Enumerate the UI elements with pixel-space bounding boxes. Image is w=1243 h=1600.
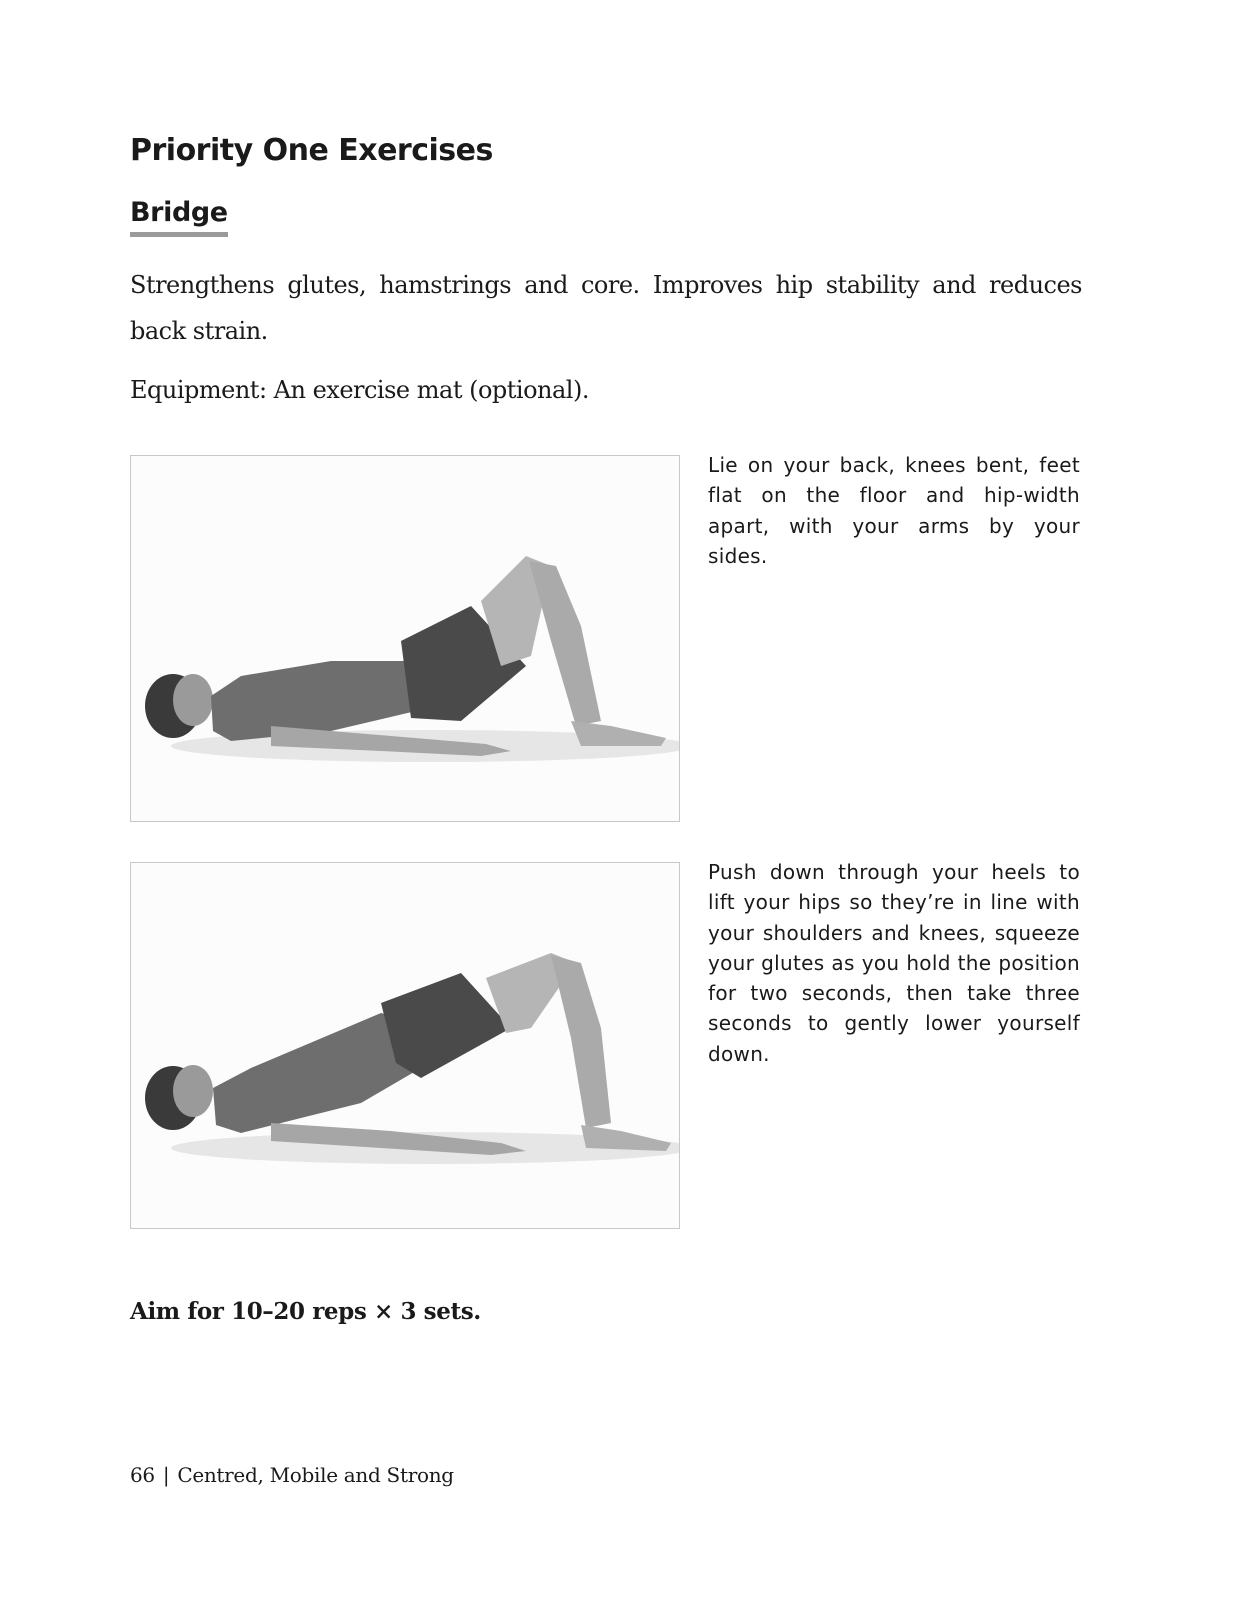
- page-number: 66: [130, 1463, 155, 1487]
- equipment-note: Equipment: An exercise mat (optional).: [130, 376, 589, 404]
- start-position-illustration: [131, 456, 679, 821]
- book-title: Centred, Mobile and Strong: [177, 1463, 454, 1487]
- bridge-position-photo: [130, 862, 680, 1229]
- exercise-description: Strengthens glutes, hamstrings and core. Improves hip stability and reduces back strain.: [130, 271, 1082, 345]
- reps-sets-guidance: Aim for 10–20 reps × 3 sets.: [130, 1298, 481, 1325]
- exercise-title: Bridge: [130, 197, 228, 237]
- page-footer: [130, 1463, 454, 1487]
- step-2-text: Push down through your heels to lift your hips so they’re in line with your shoulders and knees, squeeze your glutes as you hold the position for two seconds, then take three seconds to gently lower yourself down.: [708, 860, 1080, 1066]
- start-position-photo: [130, 455, 680, 822]
- bridge-position-illustration: [131, 863, 679, 1228]
- step-1-text: Lie on your back, knees bent, feet flat on the floor and hip-width apart, with your arms by your sides.: [708, 453, 1080, 568]
- footer-separator: |: [162, 1463, 170, 1487]
- section-title: Priority One Exercises: [130, 133, 493, 168]
